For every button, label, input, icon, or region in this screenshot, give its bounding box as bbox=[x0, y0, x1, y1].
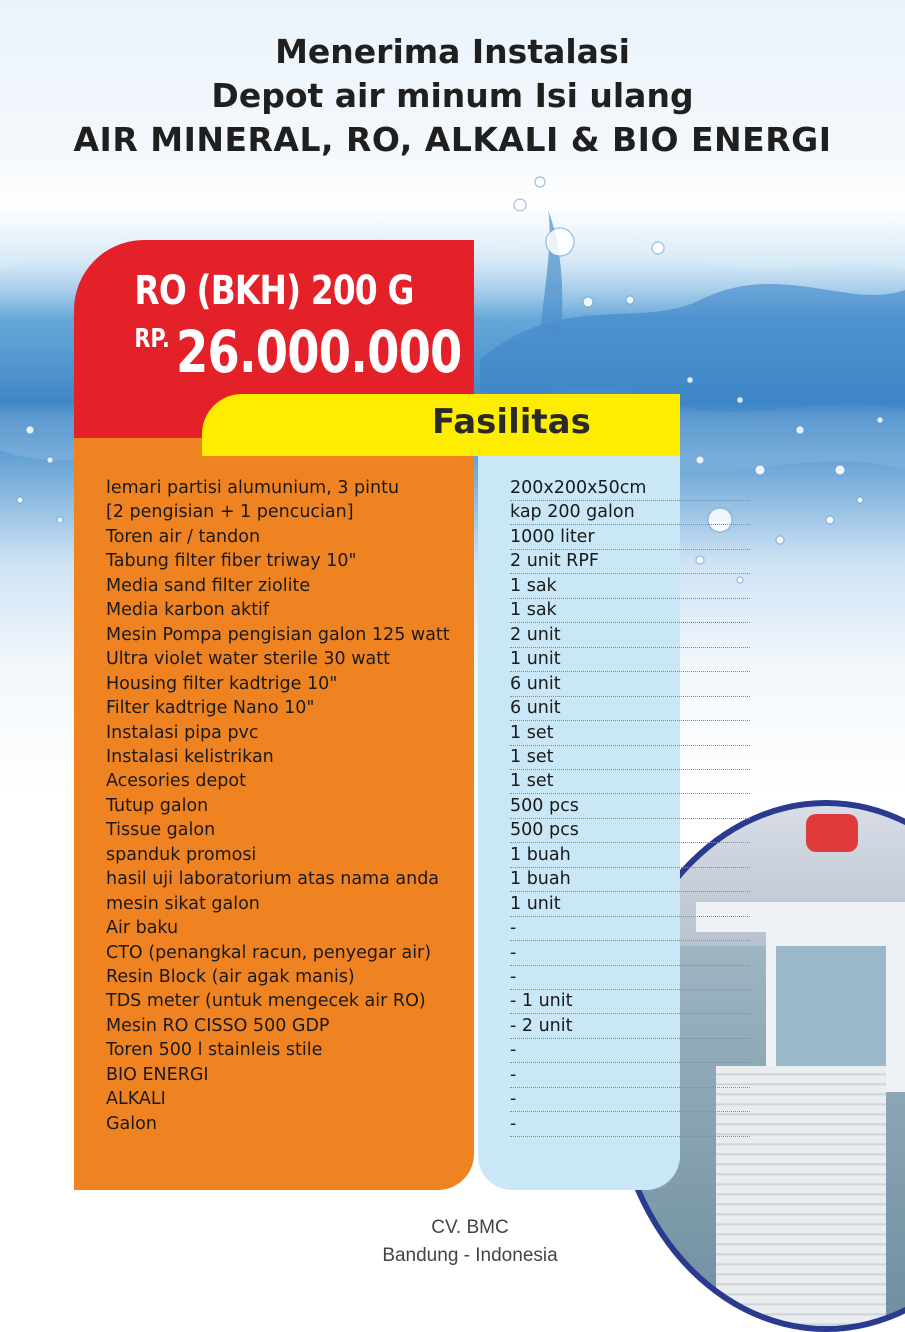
row-divider bbox=[510, 867, 750, 868]
facility-qty: 500 pcs bbox=[510, 795, 579, 816]
facility-row bbox=[106, 1065, 646, 1089]
facility-item: Tutup galon bbox=[106, 795, 209, 816]
facility-qty: 1 buah bbox=[510, 869, 571, 890]
facility-qty: 200x200x50cm bbox=[510, 478, 647, 498]
facility-row bbox=[106, 478, 646, 502]
row-divider bbox=[510, 622, 750, 623]
facility-row bbox=[106, 576, 646, 600]
facility-qty: 2 unit RPF bbox=[510, 551, 599, 572]
facility-item: Mesin RO CISSO 500 GDP bbox=[106, 1015, 330, 1036]
headline-line-2: Depot air minum Isi ulang bbox=[211, 76, 694, 115]
facility-row bbox=[106, 527, 646, 551]
facility-row bbox=[106, 1016, 646, 1040]
facility-item: mesin sikat galon bbox=[106, 893, 260, 914]
row-divider bbox=[510, 745, 750, 746]
facility-item: Tissue galon bbox=[106, 820, 216, 841]
headline-line-1: Menerima Instalasi bbox=[275, 32, 630, 71]
facility-item: Tabung filter fiber triway 10" bbox=[106, 551, 357, 572]
row-divider bbox=[510, 842, 750, 843]
headline-line-3: AIR MINERAL, RO, ALKALI & BIO ENERGI bbox=[73, 120, 832, 159]
row-divider bbox=[510, 1087, 750, 1088]
row-divider bbox=[510, 1111, 750, 1112]
facility-qty: kap 200 galon bbox=[510, 502, 635, 523]
facility-qty: - bbox=[510, 1113, 517, 1134]
row-divider bbox=[510, 696, 750, 697]
facility-qty: 1000 liter bbox=[510, 526, 595, 547]
price-prefix: RP. bbox=[134, 324, 170, 354]
row-divider bbox=[510, 573, 750, 574]
facility-qty: 1 sak bbox=[510, 600, 557, 621]
facility-row bbox=[106, 820, 646, 844]
facility-qty: 1 set bbox=[510, 746, 554, 767]
facility-row bbox=[106, 796, 646, 820]
row-divider bbox=[510, 793, 750, 794]
row-divider bbox=[510, 720, 750, 721]
facility-row bbox=[106, 894, 646, 918]
facility-qty: - bbox=[510, 1089, 517, 1110]
facility-row bbox=[106, 649, 646, 673]
facility-row bbox=[106, 723, 646, 747]
row-divider bbox=[510, 500, 750, 501]
facility-qty: - bbox=[510, 942, 517, 963]
facility-row bbox=[106, 625, 646, 649]
facility-row bbox=[106, 967, 646, 991]
facility-qty: 1 sak bbox=[510, 575, 557, 596]
row-divider bbox=[510, 891, 750, 892]
facility-row bbox=[106, 698, 646, 722]
facility-item: Instalasi kelistrikan bbox=[106, 746, 274, 767]
facility-item: Acesories depot bbox=[106, 771, 246, 792]
facility-item: Filter kadtrige Nano 10" bbox=[106, 698, 315, 719]
facility-item: [2 pengisian + 1 pencucian] bbox=[106, 502, 354, 523]
facility-item: lemari partisi alumunium, 3 pintu bbox=[106, 478, 400, 498]
facility-row bbox=[106, 1114, 646, 1138]
facility-qty: - bbox=[510, 918, 517, 939]
footer bbox=[300, 1214, 640, 1270]
facility-item: Mesin Pompa pengisian galon 125 watt bbox=[106, 624, 450, 645]
wall-device bbox=[806, 814, 858, 852]
row-divider bbox=[510, 647, 750, 648]
facility-row bbox=[106, 551, 646, 575]
product-name: RO (BKH) 200 G bbox=[134, 268, 414, 314]
row-divider bbox=[510, 598, 750, 599]
facility-item: Resin Block (air agak manis) bbox=[106, 967, 355, 987]
facility-item: Air baku bbox=[106, 918, 179, 939]
headline bbox=[0, 30, 905, 162]
row-divider bbox=[510, 965, 750, 966]
photo-frame-top bbox=[696, 902, 905, 932]
row-divider bbox=[510, 989, 750, 990]
facility-qty: - bbox=[510, 1040, 517, 1061]
row-divider bbox=[510, 1038, 750, 1039]
facility-qty: 1 unit bbox=[510, 893, 561, 914]
facility-item: hasil uji laboratorium atas nama anda bbox=[106, 869, 440, 890]
facility-row bbox=[106, 943, 646, 967]
photo-shutter bbox=[716, 1066, 886, 1326]
facility-item: Ultra violet water sterile 30 watt bbox=[106, 649, 390, 670]
price bbox=[130, 318, 533, 386]
photo-window-glass bbox=[776, 946, 886, 1076]
facility-qty: 1 set bbox=[510, 722, 554, 743]
facility-qty: - bbox=[510, 967, 517, 987]
facility-item: Galon bbox=[106, 1113, 157, 1134]
facility-row bbox=[106, 991, 646, 1015]
facility-item: Toren air / tandon bbox=[106, 526, 261, 547]
company-location: Bandung - Indonesia bbox=[382, 1245, 558, 1266]
row-divider bbox=[510, 940, 750, 941]
price-amount: 26.000.000 bbox=[175, 318, 462, 386]
facility-row bbox=[106, 674, 646, 698]
facility-item: CTO (penangkal racun, penyegar air) bbox=[106, 942, 432, 963]
row-divider bbox=[510, 818, 750, 819]
facility-item: spanduk promosi bbox=[106, 844, 257, 865]
facility-item: ALKALI bbox=[106, 1089, 166, 1110]
facility-qty: - 1 unit bbox=[510, 991, 573, 1012]
facility-row bbox=[106, 869, 646, 893]
company-name: CV. BMC bbox=[431, 1217, 509, 1238]
facility-qty: 1 set bbox=[510, 771, 554, 792]
facility-qty: 6 unit bbox=[510, 698, 561, 719]
row-divider bbox=[510, 524, 750, 525]
facility-qty: - bbox=[510, 1064, 517, 1085]
photo-window-frame-right bbox=[886, 932, 905, 1092]
facility-row bbox=[106, 918, 646, 942]
facility-row bbox=[106, 1040, 646, 1064]
facility-qty: 1 unit bbox=[510, 649, 561, 670]
facility-item: Toren 500 l stainleis stile bbox=[106, 1040, 323, 1061]
row-divider bbox=[510, 769, 750, 770]
row-divider bbox=[510, 1013, 750, 1014]
facility-qty: 1 buah bbox=[510, 844, 571, 865]
facility-row bbox=[106, 502, 646, 526]
facility-item: Media karbon aktif bbox=[106, 600, 270, 621]
facility-item: Housing filter kadtrige 10" bbox=[106, 673, 338, 694]
facilities-title: Fasilitas bbox=[432, 402, 591, 442]
row-divider bbox=[510, 1062, 750, 1063]
facility-item: Instalasi pipa pvc bbox=[106, 722, 259, 743]
facility-item: BIO ENERGI bbox=[106, 1064, 209, 1085]
facility-row bbox=[106, 747, 646, 771]
facility-qty: 6 unit bbox=[510, 673, 561, 694]
facility-qty: 500 pcs bbox=[510, 820, 579, 841]
row-divider bbox=[510, 1136, 750, 1137]
product-name-wrap bbox=[74, 268, 474, 314]
facility-row bbox=[106, 1089, 646, 1113]
facility-qty: 2 unit bbox=[510, 624, 561, 645]
facility-row bbox=[106, 845, 646, 869]
facility-item: TDS meter (untuk mengecek air RO) bbox=[106, 991, 426, 1012]
facility-item: Media sand filter ziolite bbox=[106, 575, 311, 596]
facility-row bbox=[106, 771, 646, 795]
row-divider bbox=[510, 671, 750, 672]
facility-qty: - 2 unit bbox=[510, 1015, 573, 1036]
row-divider bbox=[510, 549, 750, 550]
facility-row bbox=[106, 600, 646, 624]
row-divider bbox=[510, 916, 750, 917]
